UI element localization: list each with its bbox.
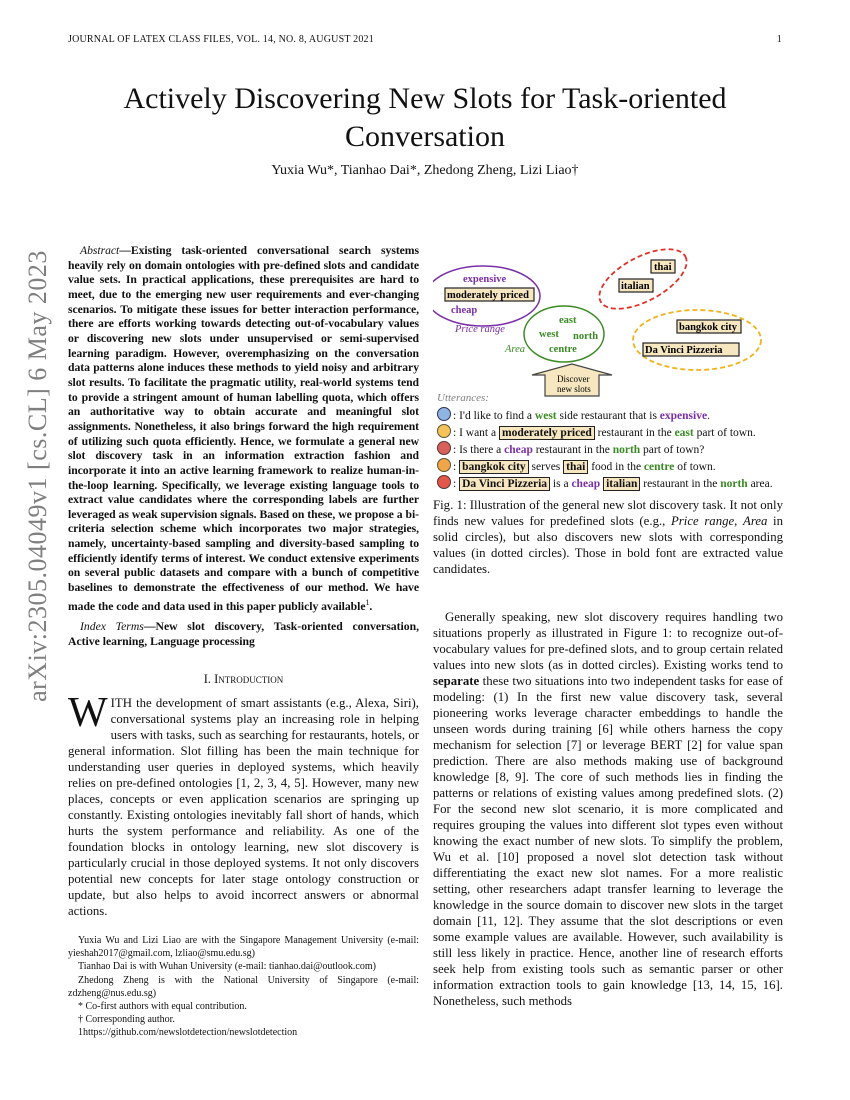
- utterance-2: [437, 424, 787, 441]
- utt1-e: .: [707, 410, 710, 422]
- utt5-a: :: [453, 478, 460, 490]
- user-face-icon: [437, 458, 451, 472]
- abstract-lead: Abstract: [80, 244, 120, 257]
- utt3-a: : Is there a: [453, 444, 505, 456]
- price-range-label: Price range: [455, 324, 505, 335]
- utt5-h: north: [720, 478, 748, 490]
- utt5-g: restaurant in the: [640, 478, 721, 490]
- right-para-bold: separate: [433, 674, 480, 688]
- food-value-italian: italian: [621, 281, 650, 292]
- caption-part-2: ,: [734, 514, 743, 528]
- area-value-centre: centre: [549, 344, 577, 355]
- journal-name: JOURNAL OF LATEX CLASS FILES, VOL. 14, NO. 8, AUGUST 2021: [68, 34, 374, 45]
- index-terms-lead: Index Terms: [80, 620, 144, 634]
- user-face-icon: [437, 407, 451, 421]
- utterance-5: [437, 475, 787, 492]
- utt2-d: east: [674, 427, 694, 439]
- utt1-b: west: [534, 410, 557, 422]
- caption-italic-1: Price range: [670, 514, 735, 528]
- section-heading-introduction: I. Introduction: [203, 671, 284, 686]
- utterance-1: [437, 407, 787, 424]
- user-face-icon: [437, 475, 451, 489]
- utt4-d: thai: [563, 460, 588, 474]
- footnote-corresponding: † Corresponding author.: [78, 1014, 175, 1026]
- utt5-i: area.: [747, 478, 773, 490]
- index-terms: [68, 620, 419, 649]
- utt1-c: side restaurant that is: [556, 410, 660, 422]
- utt2-c: restaurant in the: [594, 427, 675, 439]
- utt4-a: :: [453, 461, 460, 473]
- footnote-cofirst: * Co-first authors with equal contribution.: [78, 1001, 247, 1013]
- utt4-g: of town.: [674, 461, 716, 473]
- footnote-affiliation-1: Yuxia Wu and Lizi Liao are with the Singapore Management University (e-mail: yieshah2017@gmail.com, lzliao@smu.edu.sg): [68, 935, 419, 960]
- intro-paragraph: [68, 689, 419, 919]
- utt5-c: is a: [550, 478, 572, 490]
- left-column: [68, 244, 419, 919]
- name-value-bangkok-city: bangkok city: [679, 322, 738, 333]
- food-value-thai: thai: [654, 262, 672, 273]
- page-number: 1: [776, 34, 782, 45]
- running-header: [68, 34, 782, 45]
- utt2-e: part of town.: [693, 427, 756, 439]
- abstract-footnote-mark: 1: [365, 597, 370, 607]
- right-column-body: [433, 609, 783, 1009]
- price-value-cheap: cheap: [451, 305, 478, 316]
- arrow-label-1: Discover: [557, 374, 590, 384]
- utterance-3: [437, 441, 787, 458]
- utt3-d: north: [612, 444, 641, 456]
- caption-part-3: in solid circles), but also discovers new slots with corresponding values (in dotted circles). Those in bold font are extracted value candidates.: [433, 514, 783, 576]
- arrow-label-2: new slots: [557, 384, 591, 394]
- abstract-text: —Existing task-oriented conversational search systems heavily rely on domain ontologies with pre-defined slots and candidate value sets. In practical applications, these prerequisites are hard to meet, due to the emerging new user requirements and ever-changing scenarios. To mitigate these issues for better interaction performance, there are efforts working towards detecting out-of-vocabulary values or discovering new slots under unsupervised or semi-supervised learning paradigm. However, overemphasizing on the conversation data patterns alone induces these methods to yield noisy and arbitrary slot results. To facilitate the pragmatic utility, real-world systems tend to provide a stringent amount of human labelling quota, which offers an authoritative way to obtain accurate and meaningful slot assignments. Nonetheless, it also brings forward the high requirement of utilizing such quota efficiently. Hence, we formulate a general new slot discovery task in an information extraction fashion and incorporate it into an active learning framework to realize human-in-the-loop learning. Specifically, we leverage existing language tools to extract value candidates where the corresponding labels are further leveraged as weak supervision signals. Based on these, we propose a bi-criteria selection scheme which incorporates two major strategies, namely, uncertainty-based sampling and diversity-based sampling to efficiently identify terms of interest. We conduct extensive experiments on several public datasets and compare with a bunch of competitive baselines to demonstrate the effectiveness of our method. We have made the code and data used in this paper publicly available: [68, 244, 419, 613]
- arxiv-id: arXiv:2305.04049v1 [cs.CL] 6 May 2023: [23, 250, 52, 702]
- price-value-expensive: expensive: [463, 274, 507, 285]
- footnotes: [68, 934, 419, 1040]
- utt5-f: italian: [603, 477, 640, 491]
- footnote-affiliation-2: Tianhao Dai is with Wuhan University (e-mail: tianhao.dai@outlook.com): [78, 961, 376, 973]
- utt5-b: Da Vinci Pizzeria: [459, 477, 550, 491]
- author-list: Yuxia Wu*, Tianhao Dai*, Zhedong Zheng, Lizi Liao†: [271, 163, 579, 178]
- area-value-north: north: [573, 331, 599, 342]
- intro-text: ITH the development of smart assistants (e.g., Alexa, Siri), conversational systems play an increasing role in helping users with tasks, such as searching for restaurants, hotels, or general information. Slot filling has been the main technique for understanding user queries in deployed systems, which heavily relies on pre-defined ontologies [1, 2, 3, 4, 5]. However, many new places, concepts or even application scenarios are springing up constantly. Existing ontologies inevitably fall short of hands, which hurts the system performance and reliability. As one of the foundation blocks in ontology learning, new slot discovery is particularly crucial in those deployed systems. It not only discovers potential new concepts for later stage ontology construction or update, but also helps to avoid incorrect answers or abnormal actions.: [68, 695, 419, 918]
- figure-caption: [433, 497, 783, 577]
- utt1-d: expensive: [659, 410, 708, 422]
- right-paragraph: [433, 609, 783, 1009]
- utt2-b: moderately priced: [499, 426, 595, 440]
- price-value-moderately-priced: moderately priced: [447, 290, 529, 301]
- paper-title: Actively Discovering New Slots for Task-oriented Conversation: [123, 82, 727, 153]
- index-terms-text: —New slot discovery, Task-oriented conversation, Active learning, Language processing: [68, 620, 420, 648]
- utt4-f: centre: [643, 461, 675, 473]
- utt3-c: restaurant in the: [532, 444, 613, 456]
- name-circle: [633, 310, 761, 370]
- caption-italic-2: Area: [743, 514, 768, 528]
- area-label: Area: [505, 344, 526, 355]
- utterance-4: [437, 458, 787, 475]
- utt3-e: part of town?: [640, 444, 705, 456]
- utt2-a: : I want a: [453, 427, 499, 439]
- user-face-icon: [437, 424, 451, 438]
- user-face-icon: [437, 441, 451, 455]
- utterance-list: [437, 392, 787, 492]
- abstract-end: .: [369, 599, 373, 613]
- utt4-b: bangkok city: [459, 460, 529, 474]
- name-value-da-vinci-pizzeria: Da Vinci Pizzeria: [645, 345, 723, 356]
- utt3-b: cheap: [504, 444, 533, 456]
- utt5-d: cheap: [571, 478, 601, 490]
- area-value-east: east: [559, 315, 577, 326]
- abstract: [68, 244, 419, 614]
- caption-part-1: Fig. 1: Illustration of the general new slot discovery task. It not only finds new values for predefined slots (e.g.,: [433, 498, 783, 528]
- utt1-a: : I'd like to find a: [453, 410, 535, 422]
- arxiv-stamp: [22, 250, 54, 702]
- utterances-label: Utterances:: [437, 392, 489, 404]
- utt4-c: serves: [528, 461, 564, 473]
- footnote-code-link[interactable]: 1https://github.com/newslotdetection/newslotdetection: [78, 1027, 298, 1039]
- right-para-part-2: these two situations into two independent tasks for ease of modeling: (1) In the first new value discovery task, several pioneering works leverage character embeddings to handle the unseen words during training [6] while others harness the copy mechanism for selection [7] or leverage BERT [2] for value span prediction. There are also methods making use of background knowledge [8, 9]. The core of such methods lies in finding the patterns or relations of existing values among predefined slots. (2) For the second new slot scenario, it is more complicated and requires grouping the values into different slot types even without knowing the exact number of new slots. To simplify the problem, Wu et al. [10] proposed a novel slot detection task without differentiating the exact new slot names. For a more realistic setting, other researchers adapt transfer learning to leverage the knowledge in the source domain to discover new slots in the target domain [11, 12]. They assume that the slot descriptions or even some example values are available. However, such availability is still less likely in practice. Hence, another line of research efforts seek help from existing tools such as semantic parser or other information extraction tools to gain knowledge [13, 14, 15, 16]. Nonetheless, such methods: [433, 674, 783, 1008]
- drop-cap: W: [68, 689, 108, 736]
- footnote-affiliation-3: Zhedong Zheng is with the National University of Singapore (e-mail: zdzheng@nus.edu.sg): [68, 974, 419, 999]
- utt4-e: food in the: [588, 461, 644, 473]
- right-para-part-1: Generally speaking, new slot discovery requires handling two situations properly as illustrated in Figure 1: to recognize out-of-vocabulary values for pre-defined slots, and to group certain related values into new slots (as in dotted circles). Existing works tend to: [433, 610, 783, 672]
- area-value-west: west: [539, 329, 559, 340]
